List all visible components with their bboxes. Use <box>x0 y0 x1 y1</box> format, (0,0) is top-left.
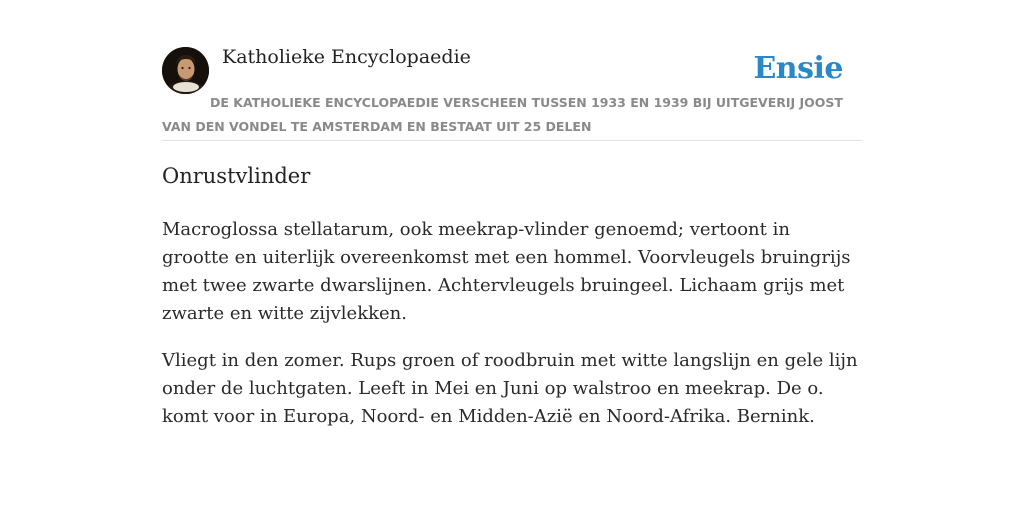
article-title: Onrustvlinder <box>162 164 311 188</box>
site-description: DE KATHOLIEKE ENCYCLOPAEDIE VERSCHEEN TUSSEN 1933 EN 1939 BIJ UITGEVERIJ JOOST VAN DEN VONDEL TE AMSTERDAM EN BESTAAT UIT 25 DELEN <box>162 95 843 134</box>
brand-logo[interactable]: Ensie <box>753 51 843 86</box>
content-container <box>162 44 862 427</box>
article-paragraph: Vliegt in den zomer. Rups groen of roodbruin met witte langslijn en gele lijn onder de luchtgaten. Leeft in Mei en Juni op walstroo en meekrap. De o. komt voor in Europa, Noord- en Midden-Azië en Noord-Afrika. Bernink. <box>162 350 858 427</box>
article-body <box>162 216 862 450</box>
site-header <box>162 44 862 141</box>
article-paragraph: Macroglossa stellatarum, ook meekrap-vlinder genoemd; vertoont in grootte en uiterlijk overeenkomst met een hommel. Voorvleugels bruingrijs met twee zwarte dwarslijnen. Achtervleugels bruingeel. Lichaam grijs met zwarte en witte zijvlekken. <box>162 219 851 324</box>
portrait-avatar-icon[interactable] <box>162 47 209 94</box>
site-title[interactable]: Katholieke Encyclopaedie <box>222 46 471 68</box>
